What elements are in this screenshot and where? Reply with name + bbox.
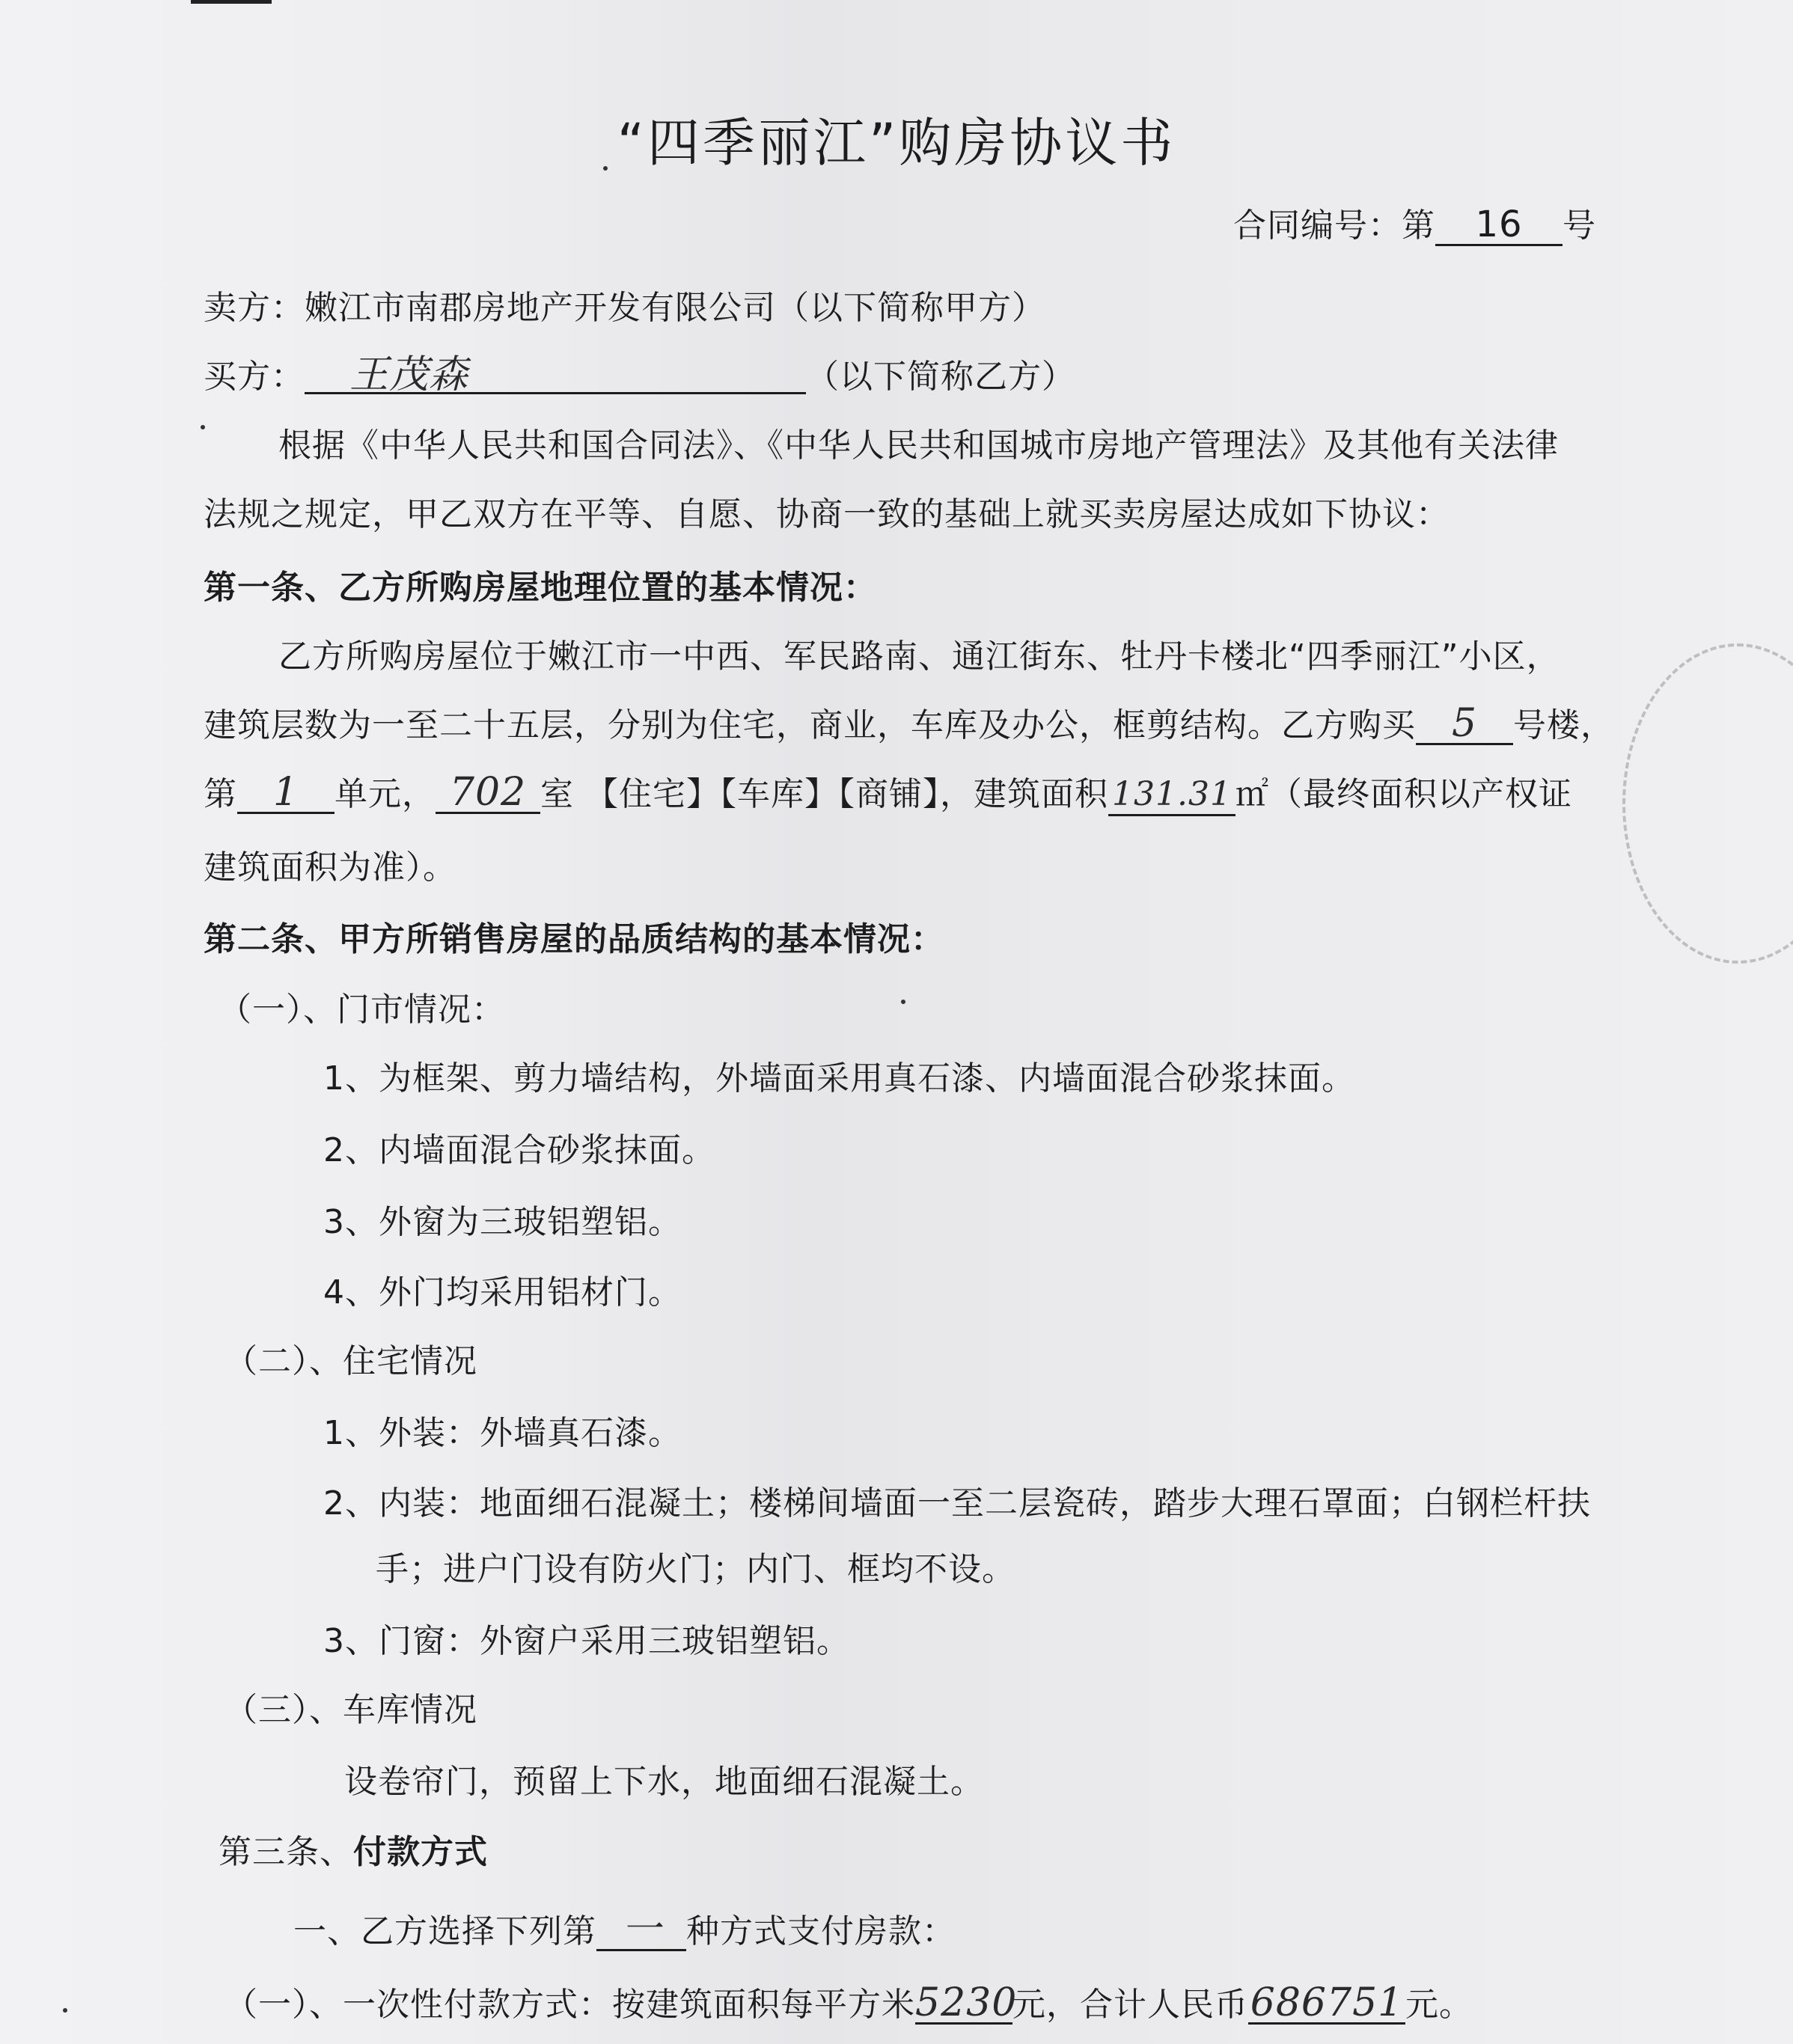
total-price: 686751 [1248, 1983, 1405, 2025]
article-2-heading: 第二条、甲方所销售房屋的品质结构的基本情况： [204, 920, 944, 958]
payment-choice: 一 [596, 1910, 686, 1951]
article-1-line-3: 第 1 单元， 702 室 【住宅】【车库】【商铺】，建筑面积 131.31 ㎡（最终面积以产权证 [204, 770, 1572, 815]
article-1-heading: 第一条、乙方所购房屋地理位置的基本情况： [204, 569, 877, 607]
section-2-item: 2、内装：地面细石混凝土；楼梯间墙面一至二层瓷砖，踏步大理石罩面；白钢栏杆扶 [323, 1484, 1591, 1523]
section-2-heading: （二）、住宅情况 [224, 1342, 477, 1380]
article-1-line-1: 乙方所购房屋位于嫩江市一中西、军民路南、通江街东、牡丹卡楼北“四季丽江”小区， [278, 637, 1560, 676]
building-number: 5 [1416, 704, 1513, 745]
section-2-item: 手；进户门设有防火门；内门、框均不设。 [376, 1550, 1015, 1588]
buyer-line: 买方： 王茂森 （以下简称乙方） [204, 352, 1075, 397]
room-number: 702 [436, 773, 540, 814]
preamble-line-2: 法规之规定，甲乙双方在平等、自愿、协商一致的基础上就买卖房屋达成如下协议： [204, 495, 1450, 533]
ink-spot [201, 425, 205, 429]
section-3-heading: （三）、车库情况 [224, 1691, 477, 1729]
section-1-heading: （一）、门市情况： [219, 991, 505, 1029]
ink-spot [901, 1000, 905, 1004]
unit-number: 1 [237, 773, 335, 814]
article-1-line-4: 建筑面积为准）。 [204, 848, 456, 887]
contract-number-value: 16 [1435, 205, 1563, 246]
seller-name: 嫩江市南郡房地产开发有限公司（以下简称甲方） [305, 289, 1045, 327]
section-2-item: 3、门窗：外窗户采用三玻铝塑铝。 [323, 1622, 850, 1660]
payment-choice-line: 一、乙方选择下列第 一 种方式支付房款： [293, 1907, 956, 1952]
article-3-heading: 第三条、付款方式 [219, 1833, 488, 1871]
ink-spot [63, 2008, 67, 2013]
section-3-item: 设卷帘门，预留上下水，地面细石混凝土。 [344, 1763, 984, 1801]
section-2-item: 1、外装：外墙真石漆。 [323, 1414, 682, 1452]
section-1-item: 3、外窗为三玻铝塑铝。 [323, 1203, 682, 1241]
floor-area: 131.31 [1108, 775, 1235, 816]
article-1-line-2: 建筑层数为一至二十五层，分别为住宅，商业，车库及办公，框剪结构。乙方购买 5 号楼， [204, 701, 1614, 746]
ink-spot [603, 166, 608, 171]
contract-number: 合同编号：第 16 号 [1233, 204, 1596, 245]
section-1-item: 1、为框架、剪力墙结构，外墙面采用真石漆、内墙面混合砂浆抹面。 [323, 1059, 1355, 1098]
section-1-item: 2、内墙面混合砂浆抹面。 [323, 1131, 715, 1169]
document-title: “四季丽江”购房协议书 [617, 112, 1176, 174]
corner-mark [191, 0, 272, 4]
preamble-line-1: 根据《中华人民共和国合同法》、《中华人民共和国城市房地产管理法》及其他有关法律 [278, 426, 1559, 465]
unit-price: 5230 [915, 1980, 1018, 2025]
seller-line: 卖方：嫩江市南郡房地产开发有限公司（以下简称甲方） [204, 289, 1045, 327]
section-1-item: 4、外门均采用铝材门。 [323, 1273, 682, 1312]
buyer-name: 王茂森 [305, 355, 806, 394]
lump-sum-line: （一）、一次性付款方式：按建筑面积每平方米5230元，合计人民币686751元。 [224, 1980, 1473, 2025]
company-seal [1622, 643, 1793, 964]
